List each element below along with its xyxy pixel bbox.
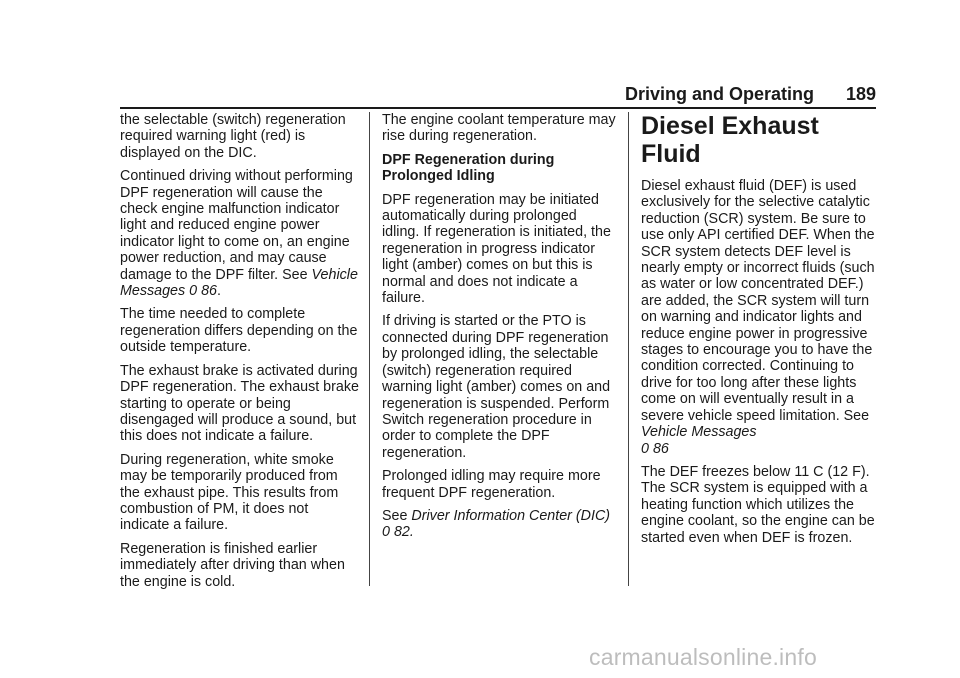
section-title: Driving and Operating <box>624 84 814 104</box>
page-header <box>120 82 876 108</box>
paragraph: DPF regeneration may be initiated automatically during prolonged idling. If regeneration is initiated, the regeneration in progress indicator light (amber) comes on but this is normal and does not indicate a failure. <box>382 191 611 307</box>
paragraph <box>120 168 360 299</box>
page-number: 189 <box>845 84 876 104</box>
page-ref-arrow-icon: 0 <box>641 440 649 457</box>
column-divider <box>369 112 370 586</box>
subheading: DPF Regeneration during Prolonged Idling <box>382 151 555 185</box>
paragraph-end: . <box>217 283 221 300</box>
page-ref-number[interactable]: 86 <box>201 283 217 300</box>
paragraph: The DEF freezes below 11 C (12 F). The SCR system is equipped with a heating function which utilizes the engine coolant, so the engine can be started even when DEF is frozen. <box>641 463 875 546</box>
paragraph: Regeneration is finished earlier immediately after driving than when the engine is cold. <box>120 540 345 590</box>
paragraph <box>382 508 618 541</box>
paragraph-text: Continued driving without performing DPF regeneration will cause the check engine malfunction indicator light and reduced engine power indicator light to come on, an engine power reduction, and may cause damage to the DPF filter. See <box>120 168 353 283</box>
paragraph-text: Diesel exhaust fluid (DEF) is used exclusively for the selective catalytic reduction (SCR) system. Be sure to use only API certified DEF. When the SCR system detects DEF level is nearly empty or incorrect fluids (such as water or low concentrated DEF.) are added, the SCR system will turn on warning and indicator lights and reduce engine power in progressive stages to encourage you to have the condition corrected. Continuing to drive for too long after these lights come on will eventually result in a severe vehicle speed limitation. See <box>641 178 875 424</box>
paragraph: During regeneration, white smoke may be temporarily produced from the exhaust pipe. This results from combustion of PM, it does not indicate a failure. <box>120 451 339 534</box>
page-ref-arrow-icon: 0 <box>382 524 390 541</box>
section-heading: Diesel Exhaust Fluid <box>641 112 819 168</box>
column-right <box>641 112 881 553</box>
watermark: carmanualsonline.info <box>589 644 817 670</box>
paragraph <box>641 178 881 457</box>
paragraph: The time needed to complete regeneration differs depending on the outside temperature. <box>120 306 358 356</box>
paragraph: The exhaust brake is activated during DPF regeneration. The exhaust brake starting to operate or being disengaged will produce a sound, but this does not indicate a failure. <box>120 362 359 445</box>
column-left <box>120 112 360 597</box>
cross-reference-link[interactable]: Vehicle Messages <box>120 266 358 300</box>
paragraph-text: See <box>382 507 412 524</box>
paragraph: If driving is started or the PTO is connected during DPF regeneration by prolonged idling, the selectable (switch) regeneration required warning light (amber) comes on and regeneration is suspended. Perform Switch regeneration procedure in order to complete the DPF regeneration. <box>382 313 611 461</box>
page-ref-number[interactable]: 86 <box>652 440 669 457</box>
header-rule <box>120 107 876 109</box>
cross-reference-link[interactable]: Driver Information Center (DIC) <box>411 507 611 524</box>
paragraph: The engine coolant temperature may rise during regeneration. <box>382 112 616 145</box>
cross-reference-link[interactable]: Vehicle Messages <box>641 424 757 441</box>
column-divider <box>628 112 629 586</box>
page-ref-number[interactable]: 82. <box>393 524 414 541</box>
paragraph: Prolonged idling may require more frequent DPF regeneration. <box>382 468 601 501</box>
page-ref-arrow-icon: 0 <box>189 283 198 300</box>
paragraph: the selectable (switch) regeneration required warning light (red) is displayed on the DIC. <box>120 112 346 161</box>
column-middle <box>382 112 618 548</box>
